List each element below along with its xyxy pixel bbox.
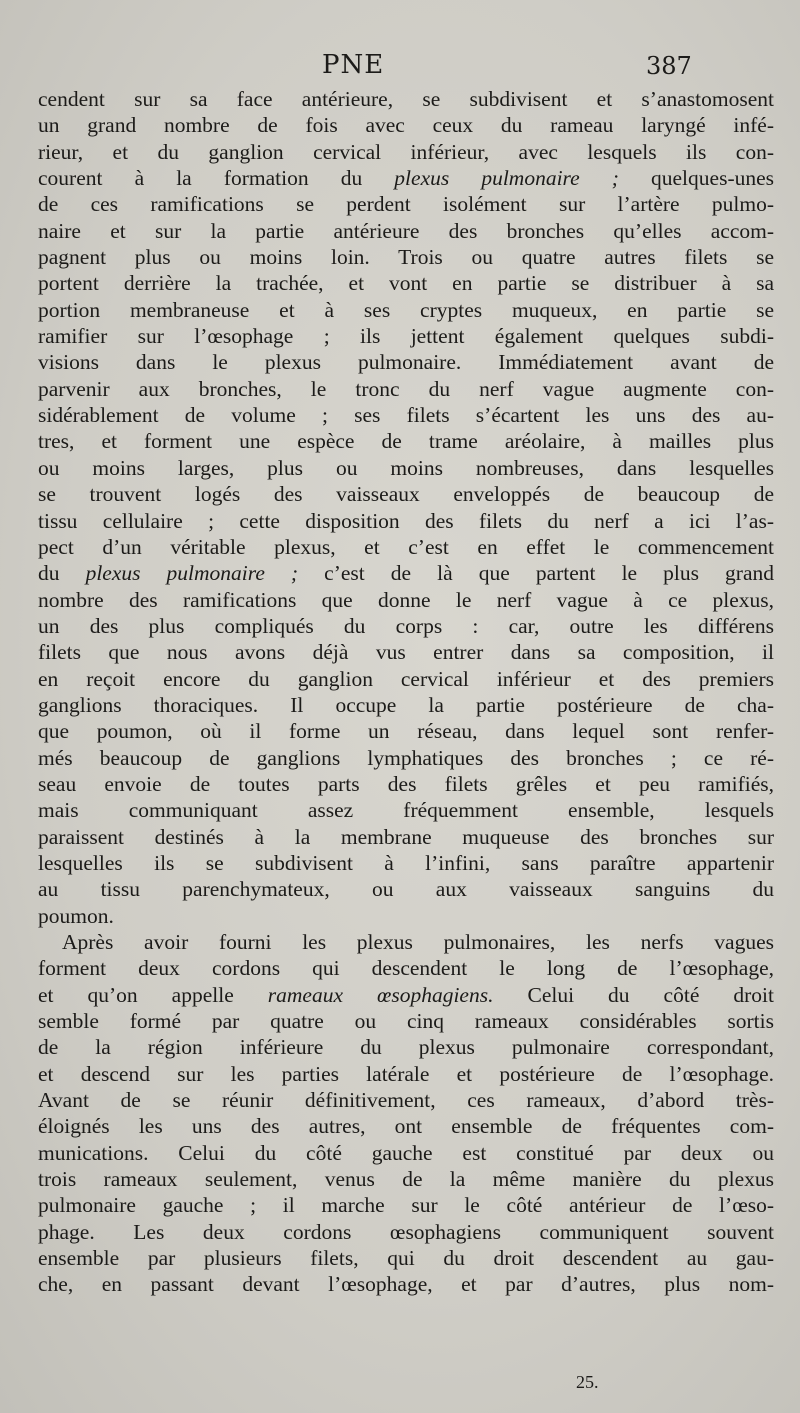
text-line: un des plus compliqués du corps : car, outre les différens bbox=[38, 613, 774, 638]
italic-term: plexus pulmonaire ; bbox=[394, 166, 619, 191]
text-line: pulmonaire gauche ; il marche sur le côté antérieur de l’œso- bbox=[38, 1193, 774, 1218]
text-line: du plexus pulmonaire ; c’est de là que partent le plus grand bbox=[38, 561, 775, 586]
text-line: phage. Les deux cordons œsophagiens communiquent souvent bbox=[38, 1219, 774, 1244]
text-line: rieur, et du ganglion cervical inférieur, avec lesquels ils con- bbox=[38, 139, 774, 164]
text-line: que poumon, où il forme un réseau, dans lequel sont renfer- bbox=[38, 719, 774, 744]
body-text bbox=[38, 86, 774, 1298]
text-line: Après avoir fourni les plexus pulmonaires, les nerfs vagues bbox=[62, 930, 774, 954]
text-line: tres, et forment une espèce de trame aréolaire, à mailles plus bbox=[38, 429, 774, 454]
text-line: sidérablement de volume ; ses filets s’écartent les uns des au- bbox=[38, 403, 774, 428]
text-line: seau envoie de toutes parts des filets grêles et peu ramifiés, bbox=[38, 771, 774, 796]
text-line: portent derrière la trachée, et vont en partie se distribuer à sa bbox=[38, 271, 774, 296]
text-line: se trouvent logés des vaisseaux enveloppés de beaucoup de bbox=[38, 482, 774, 507]
text-line: filets que nous avons déjà vus entrer dans sa composition, il bbox=[38, 640, 774, 665]
text-line: cendent sur sa face antérieure, se subdivisent et s’anastomosent bbox=[38, 87, 774, 111]
text-line: parvenir aux bronches, le tronc du nerf vague augmente con- bbox=[38, 376, 774, 401]
text-line: visions dans le plexus pulmonaire. Immédiatement avant de bbox=[38, 350, 774, 375]
text-line: naire et sur la partie antérieure des bronches qu’elles accom- bbox=[38, 218, 774, 243]
text-line: pect d’un véritable plexus, et c’est en effet le commencement bbox=[38, 534, 774, 559]
text-line: un grand nombre de fois avec ceux du rameau laryngé infé- bbox=[38, 113, 774, 138]
text-line: pagnent plus ou moins loin. Trois ou quatre autres filets se bbox=[38, 245, 774, 270]
text-line: de ces ramifications se perdent isolément sur l’artère pulmo- bbox=[38, 192, 774, 217]
page-header bbox=[0, 50, 800, 90]
text-line: mais communiquant assez fréquemment ensemble, lesquels bbox=[38, 798, 774, 823]
text-line: paraissent destinés à la membrane muqueuse des bronches sur bbox=[38, 824, 774, 849]
text-line: portion membraneuse et à ses cryptes muqueux, en partie se bbox=[38, 297, 774, 322]
text-line: au tissu parenchymateux, ou aux vaisseaux sanguins du bbox=[38, 877, 774, 902]
text-line: més beaucoup de ganglions lymphatiques des bronches ; ce ré- bbox=[38, 745, 774, 770]
text-line: semble formé par quatre ou cinq rameaux considérables sortis bbox=[38, 1009, 774, 1034]
text-line: et qu’on appelle rameaux œsophagiens. Celui du côté droit bbox=[38, 982, 774, 1007]
italic-term: rameaux œsophagiens. bbox=[267, 982, 494, 1007]
signature-mark: 25. bbox=[576, 1372, 599, 1392]
text-line: poumon. bbox=[38, 903, 114, 928]
text-line: trois rameaux seulement, venus de la même manière du plexus bbox=[38, 1167, 774, 1192]
text-line: et descend sur les parties latérale et postérieure de l’œsophage. bbox=[38, 1061, 774, 1086]
text-line: de la région inférieure du plexus pulmonaire correspondant, bbox=[38, 1035, 774, 1060]
text-line: ou moins larges, plus ou moins nombreuses, dans lesquelles bbox=[38, 455, 774, 480]
text-line: ramifier sur l’œsophage ; ils jettent également quelques subdi- bbox=[38, 324, 774, 349]
text-line: lesquelles ils se subdivisent à l’infini, sans paraître appartenir bbox=[38, 850, 774, 875]
text-line: che, en passant devant l’œsophage, et par d’autres, plus nom- bbox=[38, 1272, 774, 1297]
text-line: nombre des ramifications que donne le nerf vague à ce plexus, bbox=[38, 587, 774, 612]
text-line: ensemble par plusieurs filets, qui du droit descendent au gau- bbox=[38, 1246, 774, 1271]
text-line: courent à la formation du plexus pulmonaire ; quelques-unes bbox=[38, 166, 775, 191]
page-number: 387 bbox=[646, 52, 692, 80]
text-line: en reçoit encore du ganglion cervical inférieur et des premiers bbox=[38, 666, 774, 691]
text-line: Avant de se réunir définitivement, ces rameaux, d’abord très- bbox=[38, 1088, 774, 1113]
text-line: éloignés les uns des autres, ont ensemble de fréquentes com- bbox=[38, 1114, 774, 1139]
text-line: forment deux cordons qui descendent le long de l’œsophage, bbox=[38, 956, 774, 981]
running-title: PNE bbox=[322, 50, 385, 80]
italic-term: plexus pulmonaire ; bbox=[85, 561, 299, 586]
text-line: munications. Celui du côté gauche est constitué par deux ou bbox=[38, 1140, 774, 1165]
text-line: ganglions thoraciques. Il occupe la partie postérieure de cha- bbox=[38, 692, 774, 717]
text-line: tissu cellulaire ; cette disposition des filets du nerf a ici l’as- bbox=[38, 508, 774, 533]
